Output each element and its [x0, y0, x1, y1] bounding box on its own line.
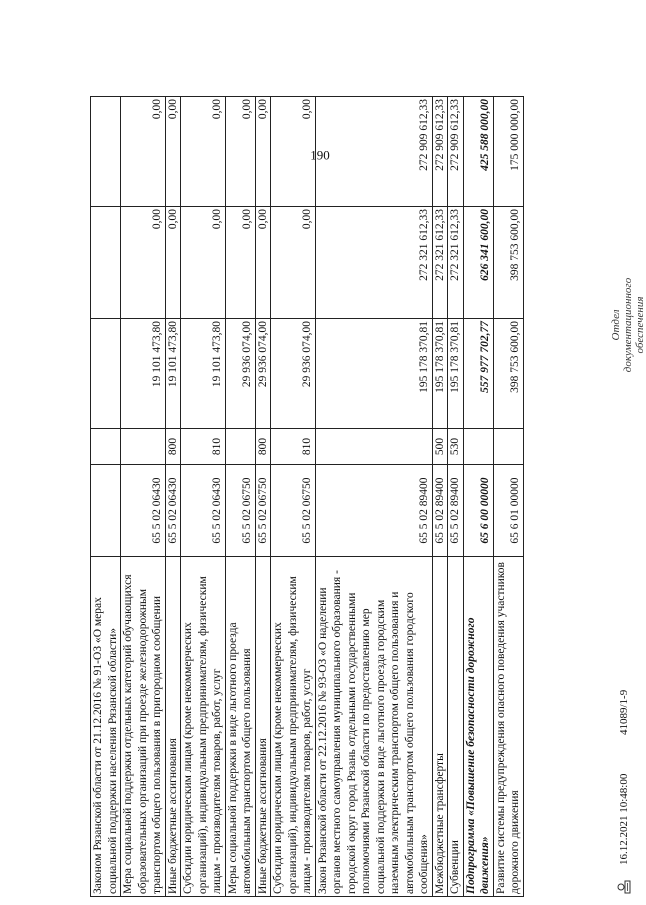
row-value-2022-cell: 29 936 074,00: [225, 319, 255, 429]
row-name-cell: Межбюджетные трансферты: [432, 557, 448, 897]
row-expense-type-cell: 500: [432, 429, 448, 465]
row-value-2023-cell: 0,00: [165, 207, 181, 319]
row-value-2023-cell: 272 321 612,33: [432, 207, 448, 319]
row-expense-type-cell: 530: [448, 429, 464, 465]
row-expense-type-cell: [493, 429, 523, 465]
row-expense-type-cell: [315, 429, 432, 465]
row-value-2022-cell: 19 101 473,80: [181, 319, 226, 429]
row-code-cell: 65 5 02 89400: [432, 465, 448, 557]
row-value-2023-cell: 0,00: [225, 207, 255, 319]
row-value-2022-cell: 195 178 370,81: [315, 319, 432, 429]
table-row: [165, 97, 181, 897]
page-footer: [610, 0, 646, 905]
row-expense-type-cell: [121, 429, 166, 465]
row-name-cell: Подпрограмма «Повышение безопасности дорожного движения»: [463, 557, 493, 897]
row-value-2023-cell: 272 321 612,33: [448, 207, 464, 319]
row-value-2024-cell: 272 909 612,33: [315, 97, 432, 207]
row-value-2022-cell: 19 101 473,80: [121, 319, 166, 429]
row-value-2023-cell: 0,00: [181, 207, 226, 319]
row-code-cell: 65 5 02 06430: [165, 465, 181, 557]
row-code-cell: 65 6 01 00000: [493, 465, 523, 557]
table-row: [91, 97, 121, 897]
row-value-2024-cell: 0,00: [121, 97, 166, 207]
row-value-2024-cell: [91, 97, 121, 207]
row-value-2023-cell: 398 753 600,00: [493, 207, 523, 319]
budget-table-body: [91, 97, 524, 897]
footer-department: [610, 265, 646, 385]
table-row: [432, 97, 448, 897]
row-code-cell: 65 5 02 89400: [315, 465, 432, 557]
row-value-2022-cell: 19 101 473,80: [165, 319, 181, 429]
table-row: [463, 97, 493, 897]
row-value-2024-cell: 0,00: [255, 97, 271, 207]
footer-dept-line1: Отдел документационного: [610, 277, 634, 373]
row-value-2024-cell: 175 000 000,00: [493, 97, 523, 207]
row-value-2024-cell: 0,00: [271, 97, 316, 207]
row-expense-type-cell: [225, 429, 255, 465]
row-value-2022-cell: 398 753 600,00: [493, 319, 523, 429]
footer-doc-number: 41089/1-9: [618, 689, 630, 735]
row-value-2022-cell: 29 936 074,00: [255, 319, 271, 429]
table-row: [181, 97, 226, 897]
row-value-2024-cell: 0,00: [165, 97, 181, 207]
row-value-2023-cell: 0,00: [271, 207, 316, 319]
row-value-2023-cell: 0,00: [121, 207, 166, 319]
row-value-2022-cell: 557 977 702,77: [463, 319, 493, 429]
row-name-cell: Закон Рязанской области от 22.12.2016 № 93-ОЗ «О наделении органов местного самоуправления муниципального образования - городской округ город Рязань отдельными государственными полномочиями Рязанской области по предоставлению мер социальной поддержки в виде льготного проезда городским наземным электрическим транспортом общего пользования и автомобильным транспортом общего пользования городского сообщения»: [315, 557, 432, 897]
footer-date: 16.12.2021 10:48:00: [618, 773, 630, 865]
row-value-2024-cell: 0,00: [181, 97, 226, 207]
row-name-cell: Развитие системы предупреждения опасного поведения участников дорожного движения: [493, 557, 523, 897]
row-expense-type-cell: 810: [181, 429, 226, 465]
row-code-cell: 65 5 02 06750: [271, 465, 316, 557]
table-row: [225, 97, 255, 897]
row-expense-type-cell: [91, 429, 121, 465]
budget-table: [90, 96, 524, 897]
row-name-cell: Меры социальной поддержки в виде льготного проезда автомобильным транспортом общего пользования: [225, 557, 255, 897]
table-row: [315, 97, 432, 897]
row-code-cell: 65 5 02 06750: [225, 465, 255, 557]
row-value-2022-cell: [91, 319, 121, 429]
row-name-cell: Субвенции: [448, 557, 464, 897]
row-value-2022-cell: 195 178 370,81: [448, 319, 464, 429]
row-expense-type-cell: 810: [271, 429, 316, 465]
row-expense-type-cell: 800: [165, 429, 181, 465]
row-value-2024-cell: 272 909 612,33: [448, 97, 464, 207]
table-row: [493, 97, 523, 897]
row-code-cell: [91, 465, 121, 557]
table-row: [121, 97, 166, 897]
row-code-cell: 65 5 02 89400: [448, 465, 464, 557]
row-name-cell: Иные бюджетные ассигнования: [255, 557, 271, 897]
row-value-2022-cell: 29 936 074,00: [271, 319, 316, 429]
table-row: [448, 97, 464, 897]
row-value-2023-cell: 0,00: [255, 207, 271, 319]
row-expense-type-cell: 800: [255, 429, 271, 465]
row-name-cell: Субсидии юридическим лицам (кроме некоммерческих организаций), индивидуальным предпринимателям, физическим лицам - производителям товаров, работ, услуг: [181, 557, 226, 897]
row-value-2024-cell: 272 909 612,33: [432, 97, 448, 207]
page-number: 190: [310, 147, 330, 163]
row-value-2022-cell: 195 178 370,81: [432, 319, 448, 429]
table-row: [255, 97, 271, 897]
row-name-cell: Иные бюджетные ассигнования: [165, 557, 181, 897]
stamp-icon: [616, 879, 632, 895]
row-name-cell: Мера социальной поддержки отдельных категорий обучающихся образовательных организаций при проезде железнодорожным транспортом общего пользования в пригородном сообщении: [121, 557, 166, 897]
row-value-2023-cell: 272 321 612,33: [315, 207, 432, 319]
row-name-cell: Законом Рязанской области от 21.12.2016 № 91-ОЗ «О мерах социальной поддержки населения Рязанской области»: [91, 557, 121, 897]
row-expense-type-cell: [463, 429, 493, 465]
table-row: [271, 97, 316, 897]
row-name-cell: Субсидии юридическим лицам (кроме некоммерческих организаций), индивидуальным предпринимателям, физическим лицам - производителям товаров, работ, услуг: [271, 557, 316, 897]
row-value-2023-cell: 626 341 600,00: [463, 207, 493, 319]
row-value-2023-cell: [91, 207, 121, 319]
row-value-2024-cell: 425 588 000,00: [463, 97, 493, 207]
row-value-2024-cell: 0,00: [225, 97, 255, 207]
footer-dept-line2: обеспечения: [634, 296, 646, 354]
row-code-cell: 65 5 02 06750: [255, 465, 271, 557]
row-code-cell: 65 5 02 06430: [181, 465, 226, 557]
row-code-cell: 65 5 02 06430: [121, 465, 166, 557]
row-code-cell: 65 6 00 00000: [463, 465, 493, 557]
